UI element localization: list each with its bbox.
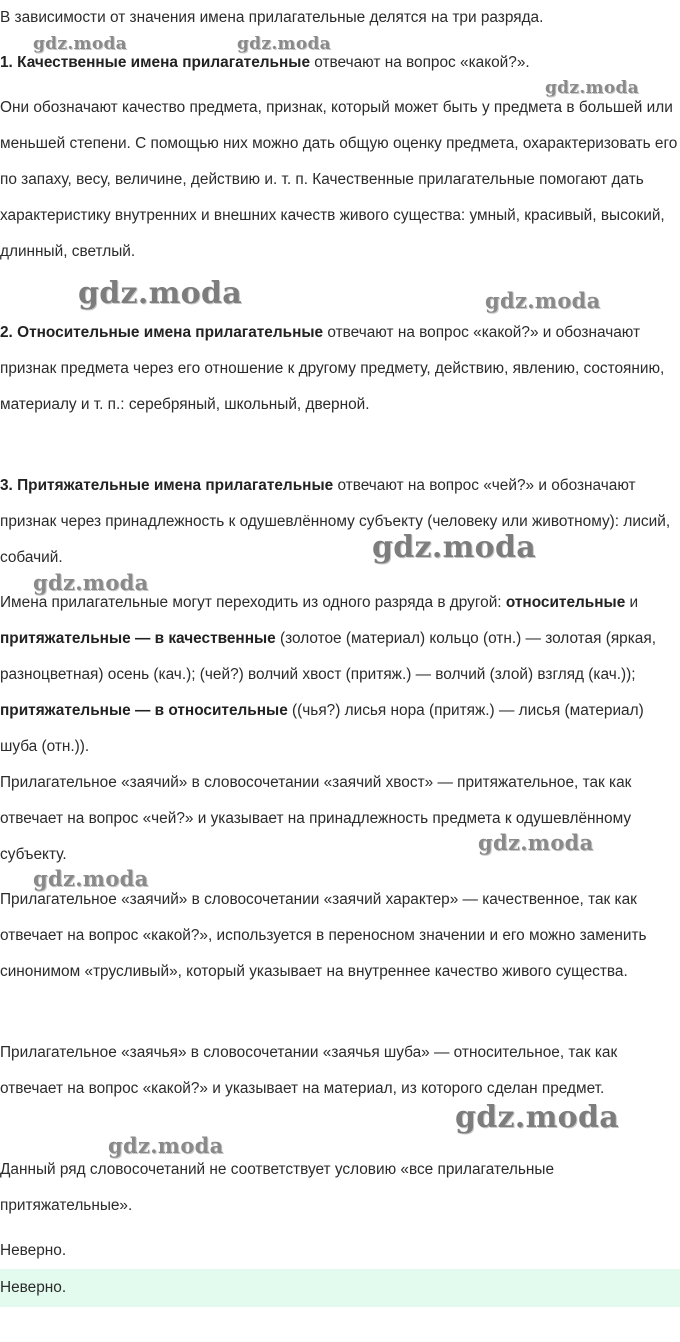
intro-paragraph: В зависимости от значения имена прилагательные делятся на три разряда. [0, 9, 544, 26]
watermark-logo: gdz.moda [478, 830, 594, 855]
category-1-heading: Качественные имена прилагательные [17, 54, 310, 71]
category-1-number: 1. [0, 54, 13, 71]
zayachya-shuba-paragraph: Прилагательное «заячья» в словосочетании «заячья шуба» — относительное, так как отвечает на вопрос «какой?» и указывает на материал, из которого сделан предмет. [0, 1044, 618, 1097]
answer-text: Неверно. [0, 1279, 67, 1296]
watermark-logo: gdz.moda [485, 288, 601, 313]
category-1-description: Они обозначают качество предмета, признак, который может быть у предмета в большей или меньшей степени. С помощью них можно дать общую оценку предмета, охарактеризовать его по запаху, весу, величине, действию и. т. п. Качественные прилагательные помогают дать характеристику внутренних и внешних качеств живого существа: умный, красивый, высокий, длинный, светлый. [0, 99, 678, 260]
watermark-logo: gdz.moda [108, 1133, 224, 1158]
conclusion-paragraph: Данный ряд словосочетаний не соответствует условию «все прилагательные притяжательные». [0, 1161, 555, 1214]
transition-paragraph: Имена прилагательные могут переходить из одного разряда в другой: относительные и притяжательные — в качественные (золотое (материал) кольцо (отн.) — золотая (яркая, разноцветная) осень (кач.); (чей?) волчий хвост (притяж.) — волчий (злой) взгляд (кач.)); притяжательные — в относительные ((чья?) лисья нора (притяж.) — лисья (материал) шуба (отн.)). [0, 594, 656, 755]
watermark-logo: gdz.moda [33, 34, 127, 54]
watermark-logo: gdz.moda [372, 530, 537, 565]
category-3-number: 3. [0, 477, 13, 494]
verdict-text: Неверно. [0, 1242, 67, 1259]
watermark-logo: gdz.moda [545, 78, 639, 98]
category-3-paragraph: 3. Притяжательные имена прилагательные отвечают на вопрос «чей?» и обозначают признак через принадлежность к одушевлённому субъекту (человеку или животному): лисий, собачий. [0, 477, 671, 566]
watermark-logo: gdz.moda [33, 866, 149, 891]
watermark-logo: gdz.moda [33, 570, 149, 595]
zayachiy-kharakter-paragraph: Прилагательное «заячий» в словосочетании «заячий характер» — качественное, так как отвечает на вопрос «какой?», используется в переносном значении и его можно заменить синонимом «трусливый», который указывает на внутреннее качество живого существа. [0, 891, 647, 980]
watermark-logo: gdz.moda [78, 276, 243, 311]
watermark-logo: gdz.moda [455, 1100, 620, 1135]
category-2-heading: Относительные имена прилагательные [17, 324, 324, 341]
category-2-paragraph: 2. Относительные имена прилагательные отвечают на вопрос «какой?» и обозначают признак предмета через его отношение к другому предмету, действию, явлению, состоянию, материалу и т. п.: серебряный, школьный, дверной. [0, 324, 665, 413]
zayachiy-khvost-paragraph: Прилагательное «заячий» в словосочетании «заячий хвост» — притяжательное, так как отвечает на вопрос «чей?» и указывает на принадлежность предмета к одушевлённому субъекту. [0, 774, 632, 863]
watermark-logo: gdz.moda [237, 34, 331, 54]
category-3-heading: Притяжательные имена прилагательные [17, 477, 334, 494]
category-1-title: 1. Качественные имена прилагательные отвечают на вопрос «какой?». [0, 54, 530, 71]
category-2-number: 2. [0, 324, 13, 341]
